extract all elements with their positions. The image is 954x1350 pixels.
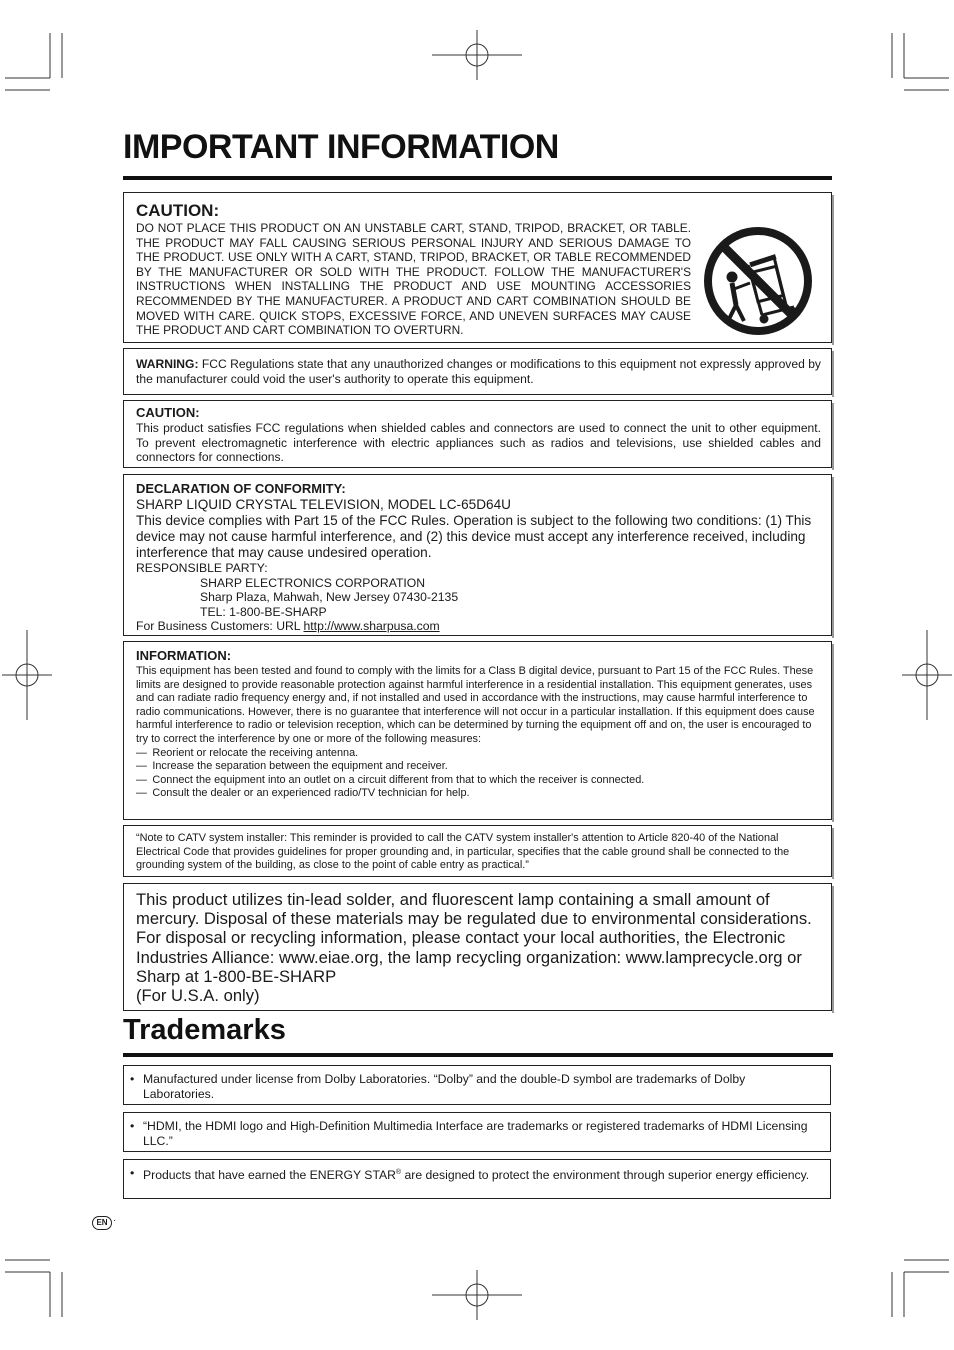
warning-label: WARNING: xyxy=(136,357,199,371)
warning-box xyxy=(123,348,832,395)
information-heading: INFORMATION: xyxy=(136,648,232,663)
disposal-text: This product utilizes tin-lead solder, and fluorescent lamp containing a small amount of mercury. Disposal of these materials may be regulated due to environmental considerations. For disposal or recycling information, please contact your local authorities, the Electronic Industries Alliance: www.eiae.org, the lamp recycling organization: www.lamprecycle.org or Sharp at 1-800-BE-SHARP xyxy=(136,890,812,986)
disposal-content xyxy=(136,890,821,1005)
declaration-model: SHARP LIQUID CRYSTAL TELEVISION, MODEL LC-65D64U xyxy=(136,497,511,512)
caution-fcc-heading: CAUTION: xyxy=(136,405,200,420)
caution-main-box xyxy=(123,192,832,343)
caution-main-text: DO NOT PLACE THIS PRODUCT ON AN UNSTABLE CART, STAND, TRIPOD, BRACKET, OR TABLE. THE PRODUCT MAY FALL CAUSING SERIOUS PERSONAL INJURY AND SERIOUS DAMAGE TO THE PRODUCT. USE ONLY WITH A CART, STAND, TRIPOD, BRACKET, OR TABLE RECOMMENDED BY THE MANUFACTURER OR SOLD WITH THE PRODUCT. FOLLOW THE MANUFACTURER'S INSTRUCTIONS WHEN INSTALLING THE PRODUCT AND USE MOUNTING ACCESSORIES RECOMMENDED BY THE MANUFACTURER. A PRODUCT AND CART COMBINATION SHOULD BE MOVED WITH CARE. QUICK STOPS, EXCESSIVE FORCE, AND UNEVEN SURFACES MAY CAUSE THE PRODUCT AND CART COMBINATION TO OVERTURN. xyxy=(136,221,691,338)
warning-body: FCC Regulations state that any unauthorized changes or modifications to this equipment not expressly approved by the manufacturer could void the user's authority to operate this equipment. xyxy=(136,357,821,386)
measure-item: — Reorient or relocate the receiving antenna. xyxy=(136,746,359,759)
measure-item: — Consult the dealer or an experienced radio/TV technician for help. xyxy=(136,787,470,800)
declaration-box xyxy=(123,474,832,636)
information-text: This equipment has been tested and found to comply with the limits for a Class B digital device, pursuant to Part 15 of the FCC Rules. These limits are designed to provide reasonable protection against harmful interference in a residential installation. This equipment generates, uses and can radiate radio frequency energy and, if not installed and used in accordance with the instructions, may cause harmful interference to radio communications. However, there is no guarantee that interference will not occur in a particular installation. If this equipment does cause harmful interference to radio or television reception, which can be determined by turning the equipment off and on, the user is encouraged to try to correct the interference by one or more of the following measures: xyxy=(136,665,815,745)
title-rule xyxy=(123,176,832,180)
trademark-item-dolby xyxy=(123,1065,831,1105)
trademark-text: Manufactured under license from Dolby Laboratories. “Dolby” and the double-D symbol are trademarks of Dolby Laboratories. xyxy=(143,1072,746,1101)
trademark-item-energy-star xyxy=(123,1159,831,1199)
language-badge: EN xyxy=(92,1216,112,1230)
cart-warning-icon xyxy=(702,225,814,337)
trademarks-heading: Trademarks xyxy=(123,1014,286,1046)
measure-item: — Increase the separation between the equipment and receiver. xyxy=(136,760,448,773)
responsible-party-label: RESPONSIBLE PARTY: xyxy=(136,561,268,575)
measure-item: — Connect the equipment into an outlet on a circuit different from that to which the receiver is connected. xyxy=(136,773,645,786)
information-content xyxy=(136,665,821,801)
warning-text xyxy=(136,357,821,386)
caution-main-heading: CAUTION: xyxy=(136,201,220,220)
page-title: IMPORTANT INFORMATION xyxy=(123,128,559,166)
caution-fcc-text: This product satisfies FCC regulations when shielded cables and connectors are used to connect the unit to other equipment. To prevent electromagnetic interference with electric appliances such as radios and televisions, use shielded cables and connectors for connections. xyxy=(136,421,821,465)
trademark-text: “HDMI, the HDMI logo and High-Definition Multimedia Interface are trademarks or registered trademarks of HDMI Licensing LLC.” xyxy=(143,1119,808,1148)
business-prefix: For Business Customers: URL xyxy=(136,619,304,634)
bullet: • xyxy=(130,1166,135,1180)
bullet: • xyxy=(130,1072,135,1086)
declaration-content xyxy=(136,497,821,634)
caution-fcc-box xyxy=(123,400,832,468)
company-address: Sharp Plaza, Mahwah, New Jersey 07430-2135 xyxy=(200,590,459,605)
declaration-heading: DECLARATION OF CONFORMITY: xyxy=(136,481,346,496)
trademark-text xyxy=(143,1166,812,1183)
bullet: • xyxy=(130,1119,135,1133)
declaration-body: This device complies with Part 15 of the FCC Rules. Operation is subject to the following two conditions: (1) This device may not cause harmful interference, and (2) this device must accept any interference received, including interference that may cause undesired operation. xyxy=(136,513,812,560)
information-box xyxy=(123,641,832,820)
disposal-region: (For U.S.A. only) xyxy=(136,986,260,1006)
page-number-dot: · xyxy=(113,1215,117,1226)
trademarks-rule xyxy=(123,1053,833,1057)
energy-suffix: are designed to protect the environment through superior energy efficiency. xyxy=(401,1168,810,1183)
sharp-url-link[interactable]: http://www.sharpusa.com xyxy=(303,619,440,634)
company-name: SHARP ELECTRONICS CORPORATION xyxy=(200,575,426,590)
trademark-item-hdmi xyxy=(123,1112,831,1152)
business-customers-line xyxy=(136,619,821,634)
catv-note-text: “Note to CATV system installer: This reminder is provided to call the CATV system installer's attention to Article 820-40 of the National Electrical Code that provides guidelines for proper grounding and, in particular, specifies that the cable ground shall be connected to the grounding system of the building, as close to the point of cable entry as practical.” xyxy=(136,832,790,872)
energy-prefix: Products that have earned the ENERGY STAR xyxy=(143,1168,396,1183)
catv-note-box xyxy=(123,825,832,877)
company-tel: TEL: 1-800-BE-SHARP xyxy=(200,604,327,619)
registered-mark: ® xyxy=(395,1169,402,1176)
disposal-box xyxy=(123,883,832,1011)
